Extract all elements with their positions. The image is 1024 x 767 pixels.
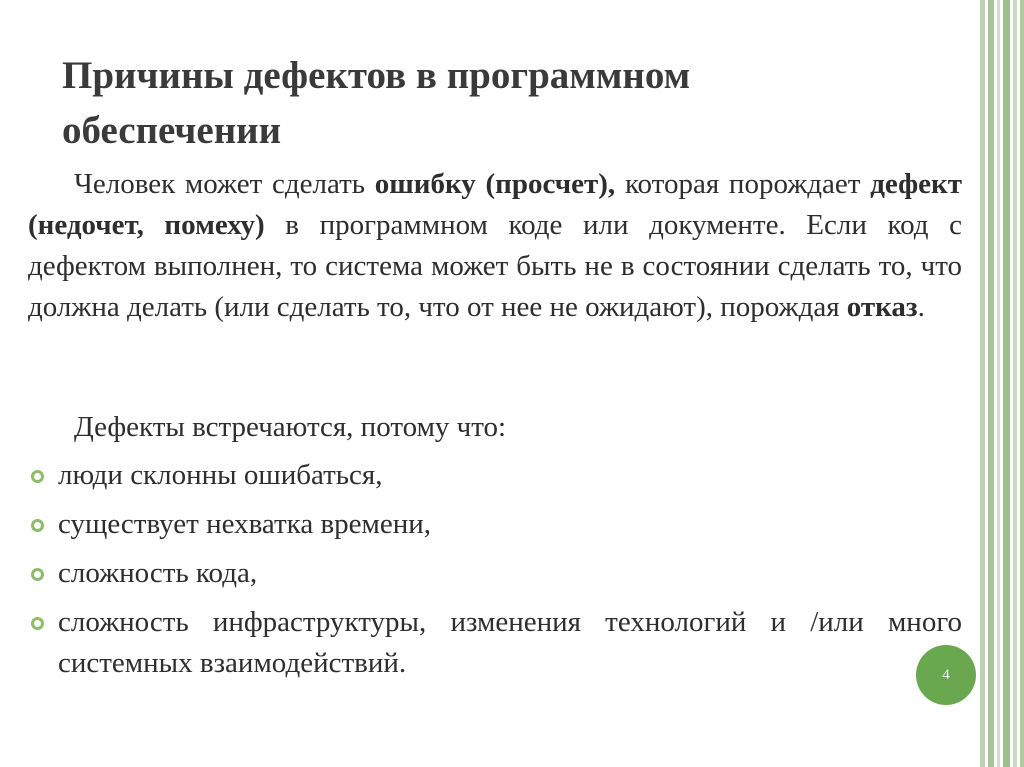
paragraph-text-4: .: [917, 291, 925, 323]
list-item-text: существует нехватка времени,: [58, 508, 432, 540]
slide-title-line-1: Причины дефектов в программном: [62, 54, 691, 97]
list-item: [28, 553, 962, 594]
list-item-text: сложность кода,: [58, 557, 258, 589]
paragraph-text-1: Человек может сделать: [74, 168, 375, 200]
decorative-stripe: [1013, 0, 1017, 767]
slide-title: [62, 48, 962, 158]
decorative-stripe: [1020, 0, 1024, 767]
term-defect: дефект (недочет, помеху): [28, 168, 962, 241]
slide-title-line-2: обеспечении: [62, 109, 282, 152]
bullet-list: [28, 455, 962, 692]
decorative-stripe: [980, 0, 985, 767]
ring-bullet-icon: [31, 568, 44, 581]
bullets-intro: Дефекты встречаются, потому что:: [74, 411, 507, 443]
list-item: [28, 455, 962, 496]
paragraph-text-2: которая порождает: [615, 168, 871, 200]
list-item-text: люди склонны ошибаться,: [58, 459, 383, 491]
list-item-text: сложность инфраструктуры, изменения технологий и /или много системных взаимодействий.: [58, 606, 962, 679]
term-error: ошибку (просчет),: [374, 168, 616, 200]
ring-bullet-icon: [31, 519, 44, 532]
page-number-badge: [916, 645, 976, 705]
list-item: [28, 504, 962, 545]
list-item: [28, 602, 962, 684]
ring-bullet-icon: [31, 617, 44, 630]
decorative-stripe: [997, 0, 1000, 767]
ring-bullet-icon: [31, 470, 44, 483]
decorative-stripe: [1003, 0, 1010, 767]
term-failure: отказ: [846, 291, 918, 323]
page-number: 4: [942, 666, 950, 683]
paragraph-text-3: в программном коде или документе. Если код с дефектом выполнен, то система может быть не в состоянии сделать то, что должна делать (или сделать то, что от нее не ожидают), порождая: [28, 209, 962, 323]
decorative-stripe: [988, 0, 994, 767]
main-paragraph: [28, 164, 962, 328]
